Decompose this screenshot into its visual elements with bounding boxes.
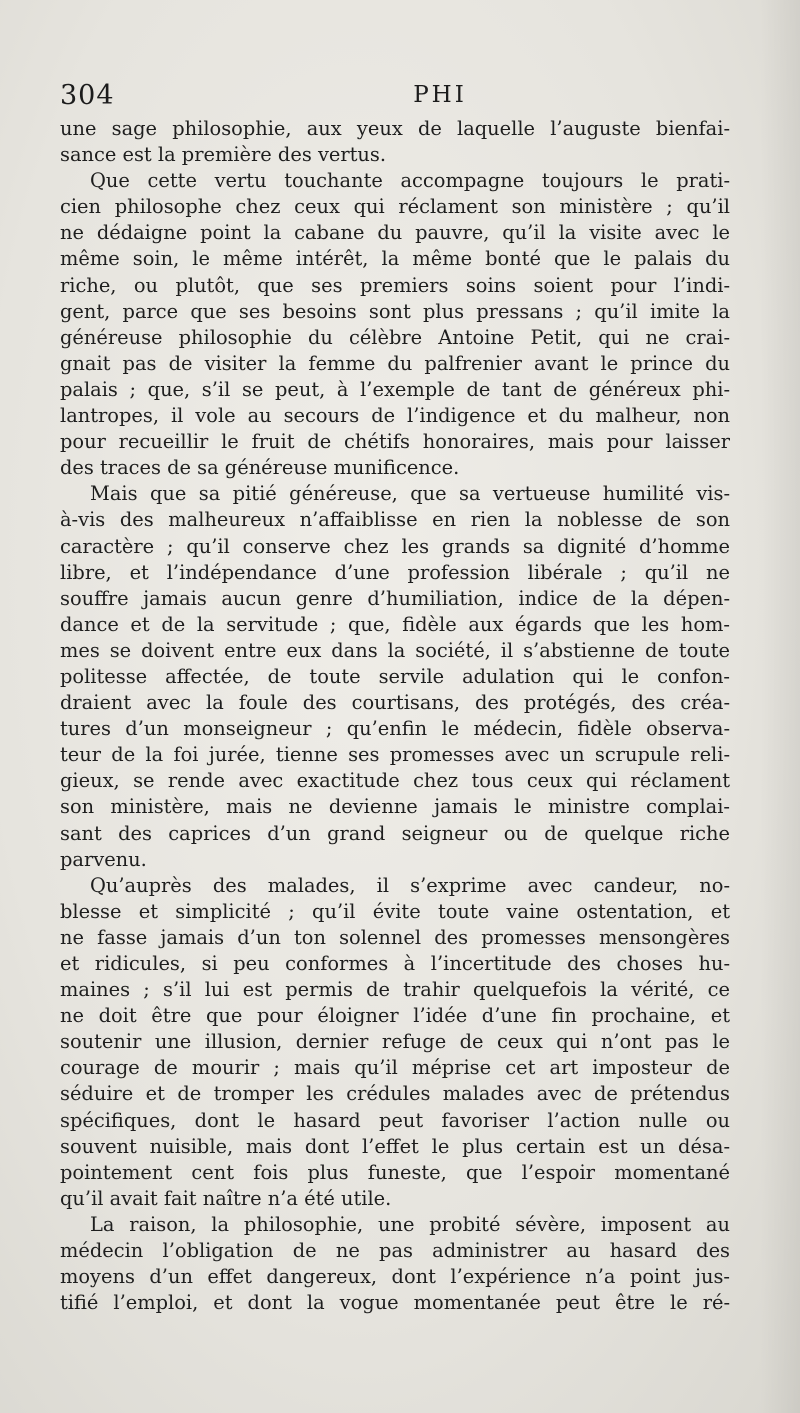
text-line: Que cette vertu touchante accompagne toujours le prati-	[90, 169, 730, 193]
text-line: tures d’un monseigneur ; qu’enfin le médecin, fidèle observa-	[60, 717, 730, 741]
text-line: blesse et simplicité ; qu’il évite toute vaine ostentation, et	[60, 899, 730, 923]
text-line: moyens d’un effet dangereux, dont l’expérience n’a point jus-	[60, 1265, 730, 1289]
body-text	[60, 116, 730, 1316]
text-line: palais ; que, s’il se peut, à l’exemple de tant de généreux phi-	[60, 377, 730, 401]
text-line: même soin, le même intérêt, la même bonté que le palais du	[60, 247, 730, 271]
text-line: cien philosophe chez ceux qui réclament son ministère ; qu’il	[60, 195, 730, 219]
text-line: dance et de la servitude ; que, fidèle aux égards que les hom-	[60, 612, 730, 636]
text-line: une sage philosophie, aux yeux de laquelle l’auguste bienfai-	[60, 117, 730, 140]
text-line: séduire et de tromper les crédules malades avec de prétendus	[60, 1082, 730, 1106]
text-line: mes se doivent entre eux dans la société, il s’abstienne de toute	[60, 638, 730, 662]
text-line: gieux, se rende avec exactitude chez tous ceux qui réclament	[60, 769, 730, 793]
text-line: ne doit être que pour éloigner l’idée d’une fin prochaine, et	[60, 1004, 730, 1028]
text-line: libre, et l’indépendance d’une profession libérale ; qu’il ne	[60, 560, 730, 584]
page-number: 304	[60, 80, 115, 111]
text-line: des traces de sa généreuse munificence.	[60, 456, 460, 480]
text-line: gent, parce que ses besoins sont plus pressans ; qu’il imite la	[60, 299, 730, 323]
text-line: soutenir une illusion, dernier refuge de ceux qui n’ont pas le	[60, 1030, 730, 1054]
text-line: souvent nuisible, mais dont l’effet le plus certain est un désa-	[60, 1134, 730, 1158]
page-edge-shadow	[760, 0, 800, 1413]
paragraph	[60, 1212, 730, 1316]
text-line: médecin l’obligation de ne pas administrer au hasard des	[60, 1239, 730, 1263]
page-header	[60, 80, 730, 116]
text-line: et ridicules, si peu conformes à l’incertitude des choses hu-	[60, 952, 730, 975]
text-line: parvenu.	[60, 847, 147, 871]
text-line: gnait pas de visiter la femme du palfrenier avant le prince du	[60, 351, 730, 375]
text-line: teur de la foi jurée, tienne ses promesses avec un scrupule reli-	[60, 743, 730, 767]
text-line: caractère ; qu’il conserve chez les grands sa dignité d’homme	[60, 534, 730, 558]
text-line: à-vis des malheureux n’affaiblisse en rien la noblesse de son	[60, 508, 730, 532]
paragraph	[60, 873, 730, 1212]
paragraph	[60, 168, 730, 481]
text-line: généreuse philosophie du célèbre Antoine Petit, qui ne crai-	[60, 325, 730, 349]
text-line: spécifiques, dont le hasard peut favoriser l’action nulle ou	[60, 1108, 730, 1132]
text-line: maines ; s’il lui est permis de trahir quelquefois la vérité, ce	[60, 978, 730, 1002]
text-line: tifié l’emploi, et dont la vogue momentanée peut être le ré-	[60, 1291, 730, 1315]
paragraph	[60, 116, 730, 168]
text-line: sant des caprices d’un grand seigneur ou de quelque riche	[60, 821, 730, 845]
text-line: pour recueillir le fruit de chétifs honoraires, mais pour laisser	[60, 430, 730, 454]
text-line: Mais que sa pitié généreuse, que sa vertueuse humilité vis-	[90, 482, 730, 506]
text-line: politesse affectée, de toute servile adulation qui le confon-	[60, 664, 730, 688]
text-line: pointement cent fois plus funeste, que l’espoir momentané	[60, 1160, 730, 1184]
text-line: ne dédaigne point la cabane du pauvre, qu’il la visite avec le	[60, 221, 730, 245]
text-line: riche, ou plutôt, que ses premiers soins soient pour l’indi-	[60, 273, 730, 297]
text-line: sance est la première des vertus.	[60, 143, 387, 167]
text-line: qu’il avait fait naître n’a été utile.	[60, 1186, 392, 1210]
text-line: son ministère, mais ne devienne jamais le ministre complai-	[60, 795, 730, 819]
text-line: draient avec la foule des courtisans, des protégés, des créa-	[60, 691, 730, 715]
text-line: lantropes, il vole au secours de l’indigence et du malheur, non	[60, 404, 730, 428]
text-line: La raison, la philosophie, une probité sévère, imposent au	[90, 1212, 730, 1236]
text-line: Qu’auprès des malades, il s’exprime avec candeur, no-	[90, 873, 730, 897]
text-line: souffre jamais aucun genre d’humiliation, indice de la dépen-	[60, 586, 730, 610]
text-line: ne fasse jamais d’un ton solennel des promesses mensongères	[60, 925, 730, 949]
text-line: courage de mourir ; mais qu’il méprise cet art imposteur de	[60, 1056, 730, 1080]
running-head: PHI	[413, 82, 467, 108]
paragraph	[60, 481, 730, 872]
